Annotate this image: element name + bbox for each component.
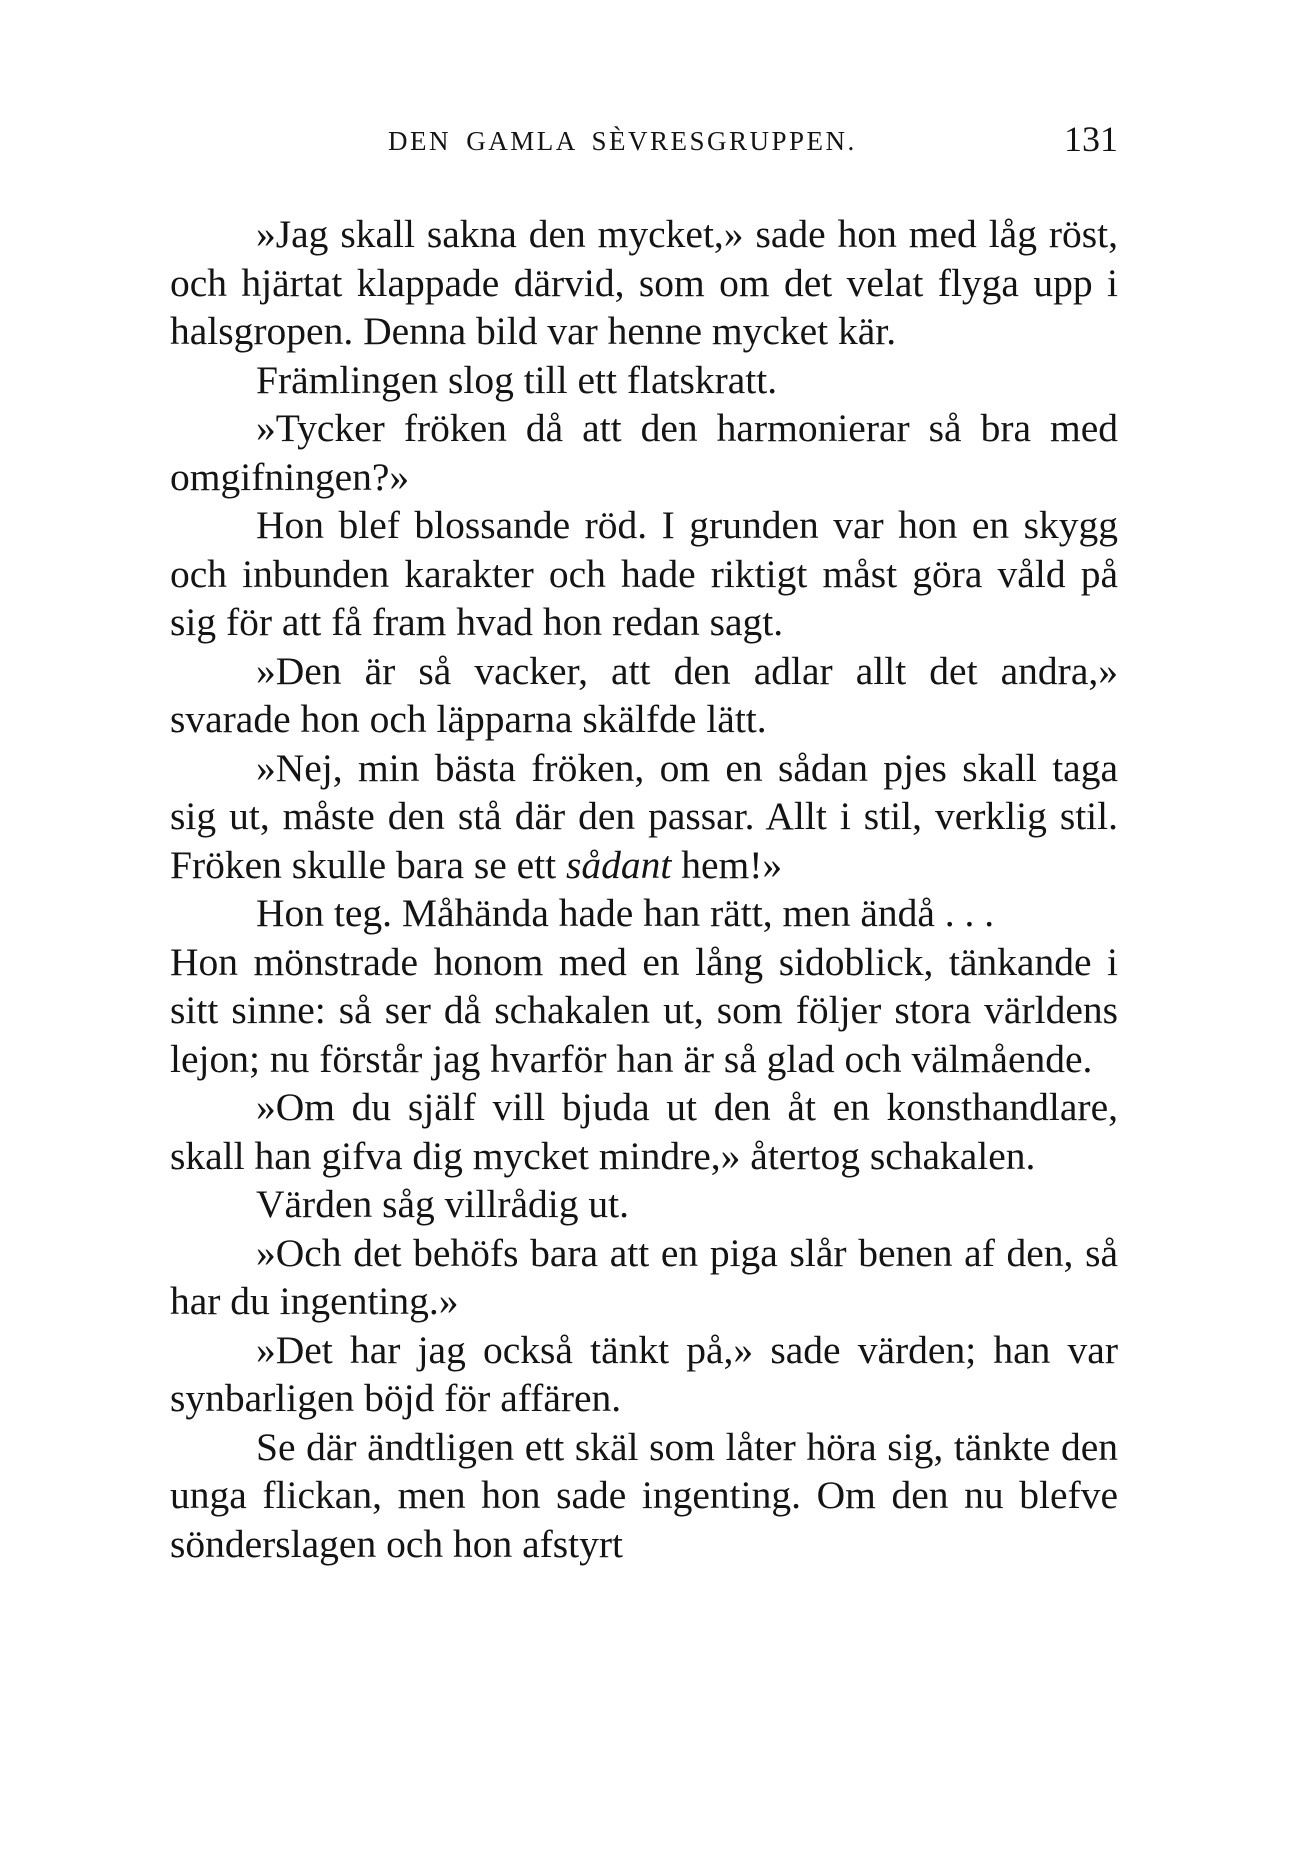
paragraph bbox=[170, 744, 1118, 890]
paragraph: Hon mönstrade honom med en lång sidoblick, tänkande i sitt sinne: så ser då schakalen ut, som följer stora världens lejon; nu förstår jag hvarför han är så glad och välmående. bbox=[170, 939, 1118, 1081]
book-page bbox=[170, 118, 1118, 1568]
paragraph: Hon teg. Måhända hade han rätt, men ändå . . . bbox=[256, 891, 995, 935]
running-head bbox=[170, 118, 1118, 168]
body-text bbox=[170, 210, 1118, 1568]
paragraph: Värden såg villrådig ut. bbox=[256, 1182, 629, 1226]
paragraph: »Jag skall sakna den mycket,» sade hon med låg röst, och hjärtat klappade därvid, som om det velat flyga upp i halsgropen. Denna bild var henne mycket kär. bbox=[170, 212, 1118, 353]
paragraph: »Den är så vacker, att den adlar allt det andra,» svarade hon och läpparna skälfde lätt. bbox=[170, 648, 1118, 741]
paragraph: Se där ändtligen ett skäl som låter höra sig, tänkte den unga flickan, men hon sade ingenting. Om den nu blefve sönderslagen och hon afstyrt bbox=[170, 1424, 1118, 1566]
paragraph: »Om du själf vill bjuda ut den åt en konsthandlare, skall han gifva dig mycket mindre,» återtog schakalen. bbox=[170, 1085, 1118, 1178]
paragraph-text: hem!» bbox=[671, 842, 783, 887]
paragraph-text: »Nej, min bästa fröken, om en sådan pjes skall taga sig ut, måste den stå där den passar. Allt i stil, verklig stil. Fröken skulle bara se ett bbox=[170, 745, 1118, 887]
paragraph: »Tycker fröken då att den harmonierar så bra med omgifningen?» bbox=[170, 406, 1118, 499]
running-title: DEN GAMLA SÈVRESGRUPPEN. bbox=[388, 126, 857, 156]
page-number: 131 bbox=[1064, 119, 1118, 159]
paragraph: Främlingen slog till ett flatskratt. bbox=[256, 357, 778, 402]
paragraph: Hon blef blossande röd. I grunden var hon en skygg och inbunden karakter och hade riktigt måst göra våld på sig för att få fram hvad hon redan sagt. bbox=[170, 503, 1118, 644]
paragraph: »Och det behöfs bara att en piga slår benen af den, så har du ingenting.» bbox=[170, 1230, 1118, 1323]
paragraph: »Det har jag också tänkt på,» sade värden; han var synbarligen böjd för affären. bbox=[170, 1327, 1118, 1420]
italic-word: sådant bbox=[565, 842, 672, 887]
